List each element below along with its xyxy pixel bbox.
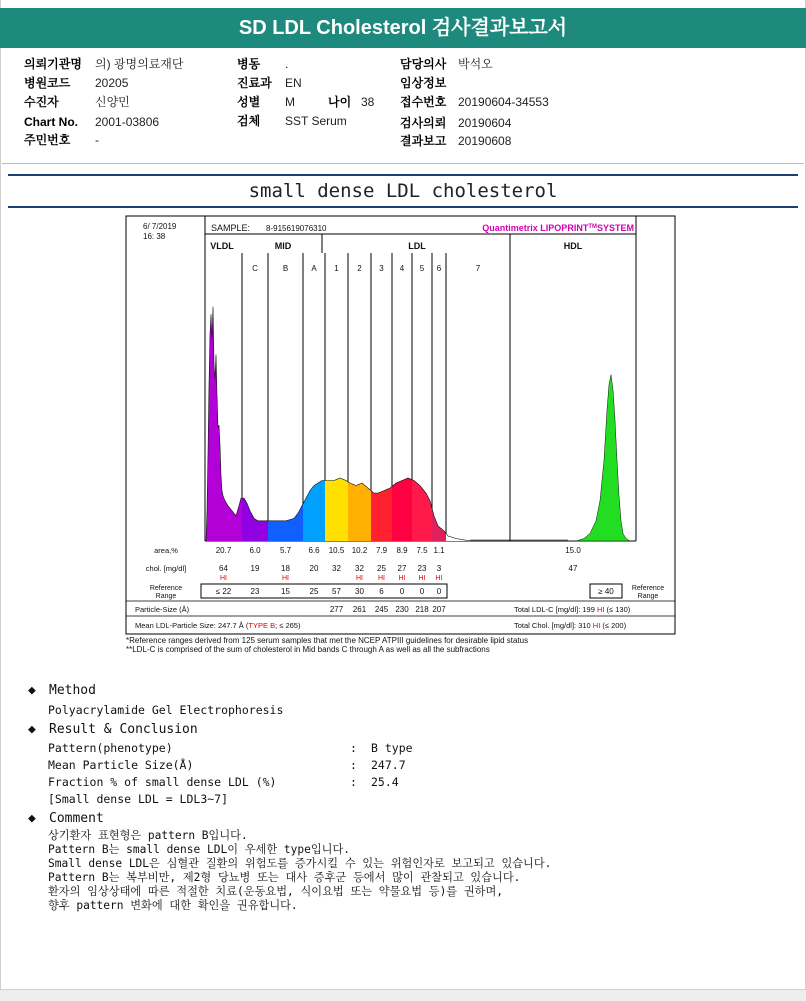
reference-value: 57 <box>332 587 341 596</box>
age-label: 나이 <box>328 95 352 109</box>
result-value-fraction: 25.4 <box>371 775 399 789</box>
system-brand <box>482 223 634 233</box>
group-label-hdl: HDL <box>563 241 583 251</box>
system-suffix: SYSTEM <box>596 223 634 233</box>
area-value: 7.9 <box>375 546 388 555</box>
comment-line: Small dense LDL은 심혈관 질환의 위험도를 증가시킬 수 있는 위험인자로 보고되고 있습니다. <box>48 857 552 870</box>
receipt-no-label: 접수번호 <box>400 95 447 109</box>
result-sep: : <box>350 775 357 789</box>
hi-flag: HI <box>378 575 385 582</box>
particle-size-value: 245 <box>374 605 389 614</box>
fraction-label: 1 <box>334 264 339 273</box>
mean-ldl-type: TYPE B <box>248 621 276 630</box>
diamond-bullet-icon: ◆ <box>28 722 36 737</box>
area-ldl4 <box>392 478 412 541</box>
result-label-fraction: Fraction % of small dense LDL (%) <box>48 775 277 789</box>
hi-flag: HI <box>220 575 227 582</box>
result-heading: ◆ Result & Conclusion <box>28 722 198 737</box>
method-text: Polyacrylamide Gel Electrophoresis <box>48 703 284 717</box>
particle-size-value: 277 <box>329 605 344 614</box>
hi-flag: HI <box>398 575 406 582</box>
comment-line: 향후 pattern 변화에 대한 확인을 권유합니다. <box>48 899 298 912</box>
fraction-label: 3 <box>379 264 384 273</box>
comment-line: 상기환자 표현형은 pattern B입니다. <box>48 829 248 842</box>
ref-label-1: Reference <box>149 585 183 592</box>
reference-value: ≤ 22 <box>215 587 232 596</box>
hospital-code-label: 병원코드 <box>24 76 71 90</box>
hi-flag: HI <box>435 575 443 582</box>
result-label-pattern: Pattern(phenotype) <box>48 741 173 755</box>
particle-size-value: 261 <box>352 605 367 614</box>
result-value-pattern: B type <box>371 741 413 755</box>
hospital-code-value: 20205 <box>95 76 129 90</box>
area-value: 8.9 <box>396 546 408 555</box>
particle-size-value: 230 <box>395 605 409 614</box>
mean-ldl-ref: ; ≤ 265) <box>275 621 301 630</box>
footnote-reference: *Reference ranges derived from 125 serum samples that met the NCEP ATPIII guidelines for desirable lipid status <box>126 636 529 645</box>
department-label: 진료과 <box>237 76 272 90</box>
doctor-value: 박석오 <box>458 57 493 71</box>
area-value: 6.0 <box>249 546 261 555</box>
area-value: 10.2 <box>351 546 368 555</box>
particle-size-label: Particle-Size (Å) <box>135 605 190 614</box>
reference-value: 15 <box>281 587 290 596</box>
resident-no-value: - <box>95 133 99 147</box>
request-date-value: 20190604 <box>458 116 512 130</box>
result-sep: : <box>350 741 357 755</box>
chart-section-title: small dense LDL cholesterol <box>248 180 558 202</box>
group-label-mid: MID <box>274 241 292 251</box>
group-label-ldl: LDL <box>408 241 426 251</box>
reference-value: 23 <box>250 587 260 596</box>
row-label-area: area,% <box>154 546 178 555</box>
total-chol-line: Total Chol. [mg/dl]: 310 HI (≤ 200) <box>514 621 627 630</box>
request-date-label: 검사의뢰 <box>400 116 447 130</box>
system-brand-name: Quantimetrix LIPOPRINT <box>482 223 589 233</box>
sample-label: SAMPLE: <box>211 223 251 233</box>
comment-line: 환자의 임상상태에 따른 적절한 치료(운동요법, 식이요법 또는 약물요법 등)를 권하며, <box>48 885 504 898</box>
group-label-vldl: VLDL <box>210 241 234 251</box>
reference-value: 0 <box>419 587 425 596</box>
reference-value: 0 <box>399 587 405 596</box>
area-value: 5.7 <box>279 546 292 555</box>
clinical-info-label: 임상정보 <box>400 76 447 90</box>
total-ldl-c-line: Total LDL-C [mg/dl]: 199 HI (≤ 130) <box>514 605 631 614</box>
area-value: 1.1 <box>433 546 445 555</box>
reference-value: 25 <box>309 587 319 596</box>
institution-value: 의) 광명의료재단 <box>95 57 184 71</box>
hi-flag: HI <box>418 575 426 582</box>
report-title: SD LDL Cholesterol 검사결과보고서 <box>0 8 806 48</box>
fraction-label: B <box>282 264 289 273</box>
reference-value: 0 <box>436 587 442 596</box>
diamond-bullet-icon: ◆ <box>28 811 36 826</box>
fraction-label: 7 <box>475 264 481 273</box>
comment-line: Pattern B는 복부비만, 제2형 당뇨병 또는 대사 증후군 등에서 많이 관찰되고 있습니다. <box>48 871 521 884</box>
hi-flag: HI <box>592 621 601 630</box>
chol-value: 25 <box>377 564 386 573</box>
area-value: 7.5 <box>416 546 428 555</box>
fraction-label: A <box>311 264 317 273</box>
chart-date: 6/ 7/2019 <box>143 222 177 231</box>
area-ldl1 <box>325 478 348 541</box>
hi-flag: HI <box>356 575 363 582</box>
comment-line: Pattern B는 small dense LDL이 우세한 type입니다. <box>48 843 350 856</box>
chol-value: 32 <box>355 564 364 573</box>
chol-value: 19 <box>250 564 260 573</box>
sex-label: 성별 <box>237 95 261 109</box>
doctor-label: 담당의사 <box>400 57 447 71</box>
area-value: 20.7 <box>215 546 232 555</box>
system-tm: TM <box>588 224 597 230</box>
patient-value: 신양민 <box>95 95 130 109</box>
ward-label: 병동 <box>237 57 261 71</box>
hi-flag: HI <box>282 575 289 582</box>
particle-size-value: 207 <box>432 605 446 614</box>
area-value: 10.5 <box>328 546 345 555</box>
result-sep: : <box>350 758 357 772</box>
chol-value: 47 <box>568 564 578 573</box>
ward-value: . <box>285 57 289 71</box>
fraction-label: 2 <box>357 264 362 273</box>
sample-id: 8-915619076310 <box>266 224 327 233</box>
report-date-value: 20190608 <box>458 134 512 148</box>
reference-value-hdl: ≥ 40 <box>598 587 614 596</box>
total-ldl-c-ref: (≤ 130) <box>604 605 631 614</box>
particle-size-value: 218 <box>415 605 429 614</box>
fraction-label: 6 <box>436 264 442 273</box>
area-value: 15.0 <box>565 546 581 555</box>
comment-heading: ◆ Comment <box>28 811 104 826</box>
area-ldl2 <box>348 482 371 541</box>
department-value: EN <box>285 76 302 90</box>
report-date-label: 결과보고 <box>400 134 447 148</box>
reference-value: 30 <box>355 587 364 596</box>
result-label-size: Mean Particle Size(Å) <box>48 758 194 772</box>
age-value: 38 <box>361 95 375 109</box>
method-heading: ◆ Method <box>28 683 96 698</box>
ref-right-label-1: Reference <box>631 585 665 592</box>
area-value: 6.6 <box>308 546 320 555</box>
ref-right-label-2: Range <box>637 593 659 600</box>
result-value-size: 247.7 <box>371 758 406 772</box>
specimen-value: SST Serum <box>285 114 347 128</box>
reference-value: 6 <box>379 587 384 596</box>
diamond-bullet-icon: ◆ <box>28 683 36 698</box>
chol-value: 32 <box>332 564 341 573</box>
specimen-label: 검체 <box>237 114 261 128</box>
chol-value: 3 <box>436 564 442 573</box>
chol-value: 27 <box>397 564 407 573</box>
institution-label: 의뢰기관명 <box>24 57 82 71</box>
sex-value: M <box>285 95 295 109</box>
footnote-ldlc: **LDL-C is comprised of the sum of cholesterol in Mid bands C through A as well as all the subfractions <box>126 645 490 654</box>
chol-value: 18 <box>281 564 290 573</box>
area-ldl3 <box>371 486 392 541</box>
result-note: [Small dense LDL = LDL3~7] <box>48 792 229 806</box>
ref-label-2: Range <box>155 593 177 600</box>
chol-value: 23 <box>417 564 427 573</box>
fraction-label: 4 <box>399 264 405 273</box>
receipt-no-value: 20190604-34553 <box>458 95 549 109</box>
mean-ldl-line: Mean LDL-Particle Size: 247.7 Å (TYPE B; ≤ 265) <box>135 621 301 630</box>
hi-flag: HI <box>596 605 605 614</box>
resident-no-label: 주민번호 <box>24 133 71 147</box>
row-label-chol: chol. [mg/dl] <box>145 564 187 573</box>
chol-value: 64 <box>219 564 228 573</box>
chol-value: 20 <box>309 564 319 573</box>
total-chol-ref: (≤ 200) <box>600 621 627 630</box>
patient-label: 수진자 <box>24 95 59 109</box>
chart-time: 16: 38 <box>143 232 166 241</box>
fraction-label: C <box>252 264 258 273</box>
fraction-label: 5 <box>419 264 425 273</box>
chart-no-label: Chart No. <box>24 115 78 129</box>
chart-no-value: 2001-03806 <box>95 115 160 129</box>
